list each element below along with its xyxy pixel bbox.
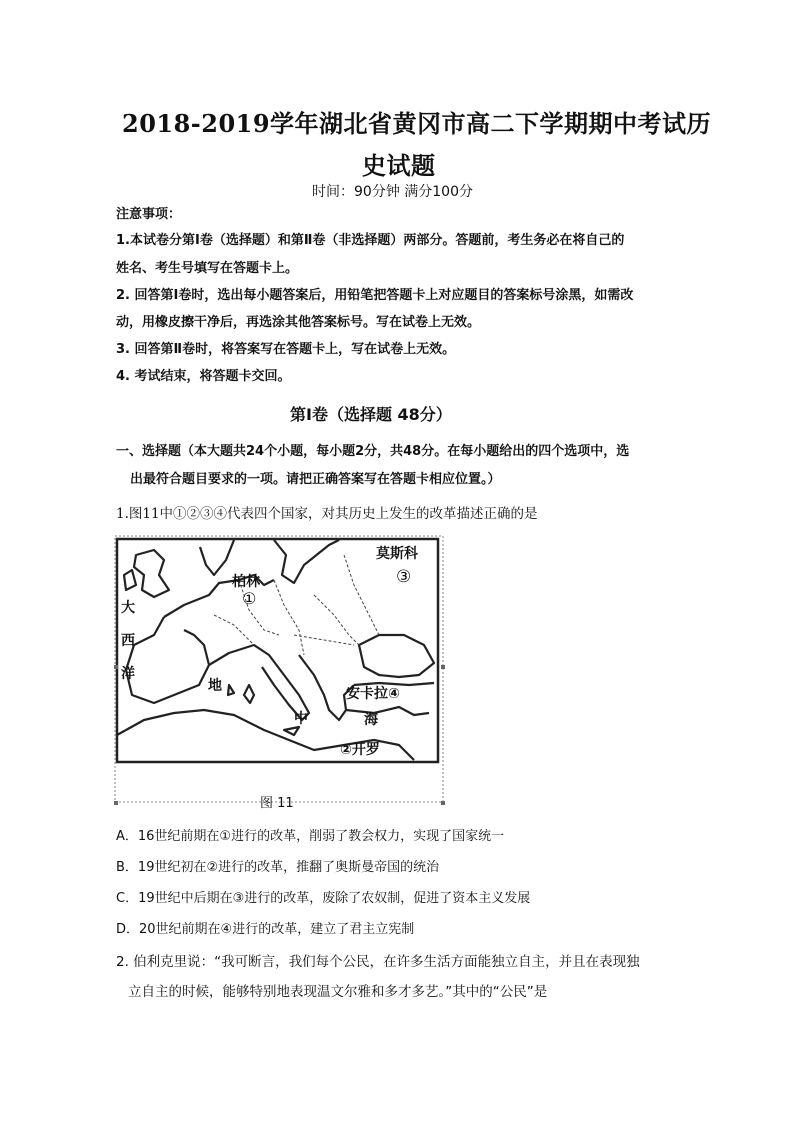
map-label-atlantic-2: 西 — [121, 633, 135, 649]
notice-item: 动，用橡皮擦干净后，再选涂其他答案标号。写在试卷上无效。 — [116, 315, 481, 330]
resize-handle — [114, 801, 118, 805]
map-label-moscow: 莫斯科 — [376, 546, 418, 562]
notice-item: 姓名、考生号填写在答题卡上。 — [116, 261, 299, 276]
map-label-mediterranean-1: 地 — [208, 678, 222, 694]
question-1-option-c: C．19世纪中后期在③进行的改革，废除了农奴制，促进了资本主义发展 — [116, 891, 531, 906]
map-label-berlin: 柏林 — [232, 574, 260, 590]
map-label-ankara: 安卡拉④ — [346, 686, 400, 702]
notice-item: 4. 考试结束，将答题卡交回。 — [116, 369, 291, 384]
question-1-option-a: A．16世纪前期在①进行的改革，削弱了教会权力，实现了国家统一 — [116, 829, 505, 844]
question-1-option-d: D．20世纪前期在④进行的改革，建立了君主立宪制 — [116, 922, 415, 937]
notice-item: 2. 回答第Ⅰ卷时，选出每小题答案后，用铅笔把答题卡上对应题目的答案标号涂黑，如需改 — [116, 288, 634, 303]
map-border — [117, 539, 438, 762]
question-1-option-b: B．19世纪初在②进行的改革，推翻了奥斯曼帝国的统治 — [116, 860, 440, 875]
question-1-stem: 1.图11中①②③④代表四个国家，对其历史上发生的改革描述正确的是 — [116, 506, 538, 522]
resize-handle — [441, 801, 445, 805]
map-label-mediterranean-3: 海 — [364, 712, 378, 728]
section-instruction: 出最符合题目要求的一项。请把正确答案写在答题卡相应位置。） — [130, 472, 501, 487]
question-2-stem: 2. 伯利克里说：“我可断言，我们每个公民，在许多生活方面能独立自主，并且在表现独 — [116, 954, 640, 970]
map-label-atlantic-3: 洋 — [121, 666, 135, 682]
exam-time-info: 时间：90分钟 满分100分 — [312, 184, 473, 200]
europe-mediterranean-map — [114, 535, 445, 807]
section-instruction: 一、选择题（本大题共24个小题，每小题2分，共48分。在每小题给出的四个选项中，选 — [116, 444, 630, 459]
page-title-continued: 史试题 — [362, 151, 436, 180]
question-2-stem-continued: 立自主的时候，能够特别地表现温文尔雅和多才多艺。”其中的“公民”是 — [128, 984, 548, 1000]
map-label-cairo: ②开罗 — [340, 742, 380, 758]
map-label-country-3: ③ — [396, 567, 412, 587]
map-label-atlantic-1: 大 — [121, 600, 135, 616]
map-caption: 图 11 — [260, 796, 294, 811]
map-label-country-1: ① — [242, 589, 257, 608]
page-title: 2018-2019学年湖北省黄冈市高二下学期期中考试历 — [122, 109, 712, 138]
notice-item: 1.本试卷分第Ⅰ卷（选择题）和第Ⅱ卷（非选择题）两部分。答题前，考生务必在将自己的 — [116, 233, 625, 248]
notice-heading: 注意事项： — [116, 207, 182, 222]
notice-item: 3. 回答第Ⅱ卷时，将答案写在答题卡上，写在试卷上无效。 — [116, 342, 456, 357]
resize-handle — [441, 665, 445, 669]
section-title: 第Ⅰ卷（选择题 48分） — [290, 405, 452, 424]
map-label-mediterranean-2: 中 — [294, 711, 308, 727]
resize-handle — [114, 665, 118, 669]
